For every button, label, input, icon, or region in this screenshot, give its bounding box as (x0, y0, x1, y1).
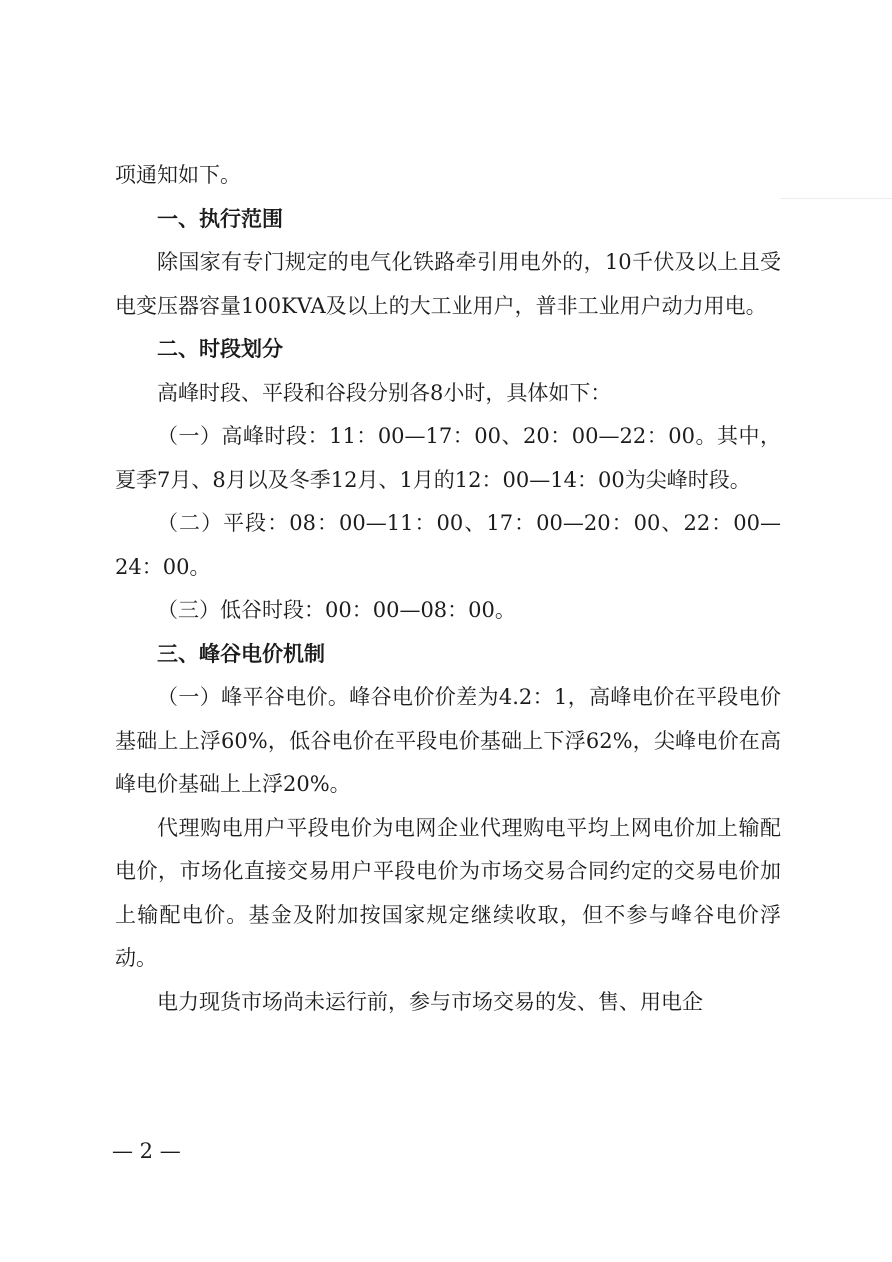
paragraph-peak-period: （一）高峰时段：11：00—17：00、20：00—22：00。其中，夏季7月、8月以及冬季12月、1月的12：00—14：00为尖峰时段。 (115, 424, 781, 492)
paragraph-agent-purchase-price: 代理购电用户平段电价为电网企业代理购电平均上网电价加上输配电价，市场化直接交易用户平段电价为市场交易合同约定的交易电价加上输配电价。基金及附加按国家规定继续收取，但不参与峰谷电价浮动。 (115, 815, 781, 970)
scan-artifact-line (780, 198, 892, 199)
paragraph-valley-period: （三）低谷时段：00：00—08：00。 (157, 598, 516, 622)
paragraph-intro-continuation: 项通知如下。 (115, 163, 241, 187)
section-heading-pricing-mechanism: 三、峰谷电价机制 (157, 641, 325, 666)
page-number: — 2 — (112, 1139, 181, 1163)
paragraph-peak-flat-valley-prices: （一）峰平谷电价。峰谷电价价差为4.2：1，高峰电价在平段电价基础上上浮60%，低谷电价在平段电价基础上下浮62%，尖峰电价在高峰电价基础上上浮20%。 (115, 685, 781, 796)
document-body (115, 154, 781, 1024)
section-heading-time-periods: 二、时段划分 (157, 337, 283, 361)
section-heading-scope: 一、执行范围 (157, 206, 283, 231)
paragraph-spot-market: 电力现货市场尚未运行前，参与市场交易的发、售、用电企 (157, 989, 703, 1014)
paragraph-flat-period: （二）平段：08：00—11：00、17：00—20：00、22：00—24：00。 (115, 511, 781, 579)
paragraph-time-periods-intro: 高峰时段、平段和谷段分别各8小时，具体如下： (157, 380, 612, 405)
paragraph-scope: 除国家有专门规定的电气化铁路牵引用电外的，10千伏及以上且受电变压器容量100KVA及以上的大工业用户，普非工业用户动力用电。 (115, 250, 781, 318)
